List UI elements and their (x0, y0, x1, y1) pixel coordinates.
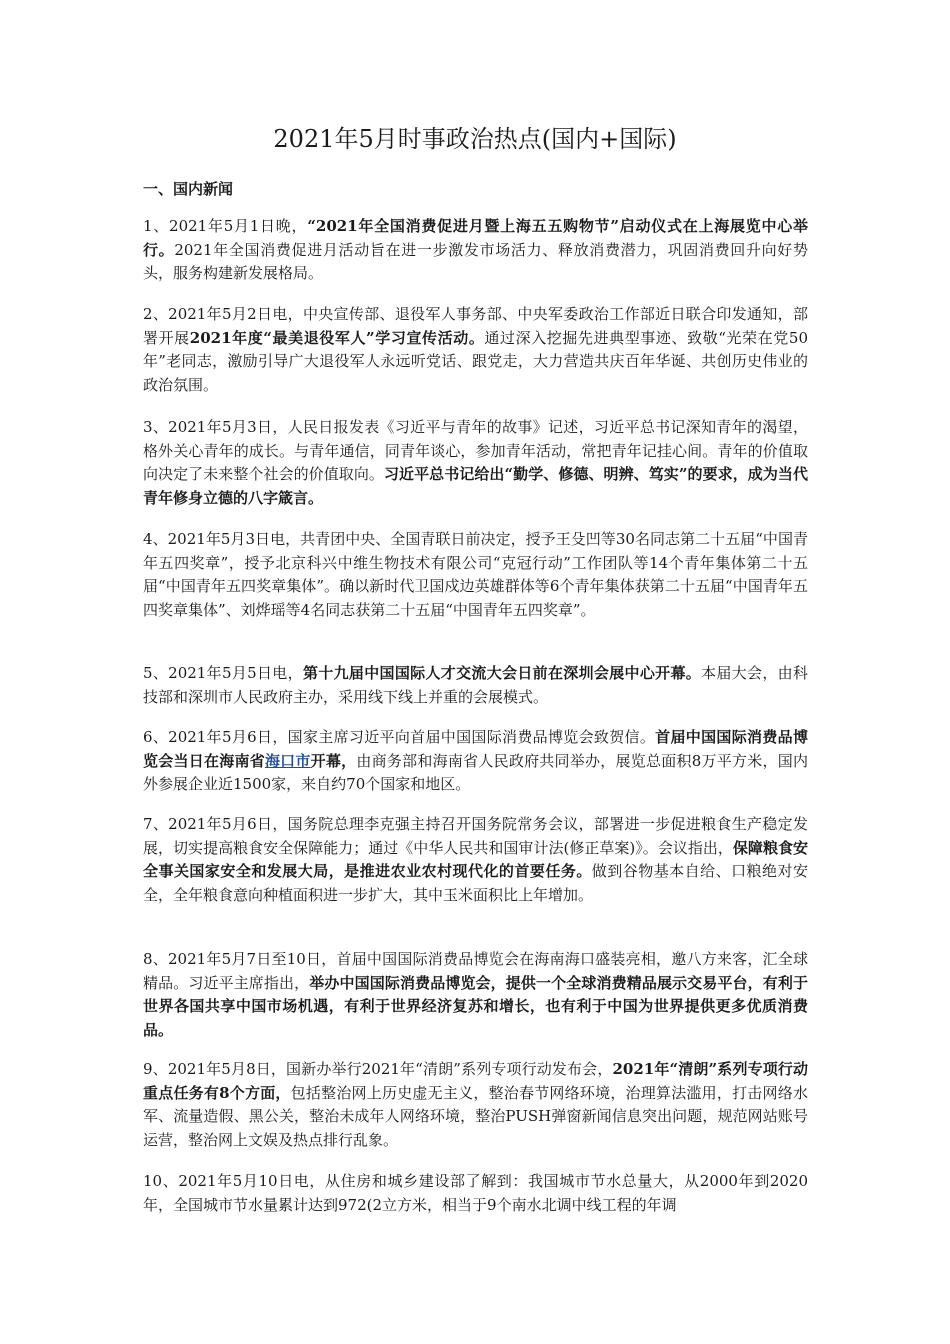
news-item-2: 2、2021年5月2日电，中央宣传部、退役军人事务部、中央军委政治工作部近日联合印发通知，部署开展2021年度“最美退役军人”学习宣传活动。通过深入挖掘先进典型事迹、致敬“光荣在党50年”老同志，激励引导广大退役军人永远听党话、跟党走，大力营造共庆百年华诞、共创历史伟业的政治氛围。 (143, 305, 808, 394)
news-item-3: 3、2021年5月3日，人民日报发表《习近平与青年的故事》记述，习近平总书记深知青年的渴望，格外关心青年的成长。与青年通信，同青年谈心，参加青年活动，常把青年记挂心间。青年的价值取向决定了未来整个社会的价值取向。习近平总书记给出“勤学、修德、明辨、笃实”的要求，成为当代青年修身立德的八字箴言。 (143, 418, 808, 507)
news-item-7: 7、2021年5月6日，国务院总理李克强主持召开国务院常务会议，部署进一步促进粮食生产稳定发展，切实提高粮食安全保障能力；通过《中华人民共和国审计法(修正草案)》。会议指出，保障粮食安全事关国家安全和发展大局，是推进农业农村现代化的首要任务。做到谷物基本自给、口粮绝对安全，全年粮食意向种植面积进一步扩大，其中玉米面积比上年增加。 (143, 815, 808, 904)
news-item-9: 9、2021年5月8日，国新办举行2021年“清朗”系列专项行动发布会，2021年“清朗”系列专项行动重点任务有8个方面，包括整治网上历史虚无主义，整治春节网络环境，治理算法滥用，打击网络水军、流量造假、黑公关，整治未成年人网络环境，整治PUSH弹窗新闻信息突出问题，规范网站账号运营，整治网上文娱及热点排行乱象。 (143, 1060, 808, 1149)
news-item-8: 8、2021年5月7日至10日，首届中国国际消费品博览会在海南海口盛装亮相，邀八方来客，汇全球精品。习近平主席指出，举办中国国际消费品博览会，提供一个全球消费精品展示交易平台，有利于世界各国共享中国市场机遇，有利于世界经济复苏和增长，也有利于中国为世界提供更多优质消费品。 (143, 950, 808, 1039)
news-item-10: 10、2021年5月10日电，从住房和城乡建设部了解到：我国城市节水总量大，从2000年到2020年，全国城市节水量累计达到972(2立方米，相当于9个南水北调中线工程的年调 (143, 1172, 808, 1214)
news-item-6: 6、2021年5月6日，国家主席习近平向首届中国国际消费品博览会致贺信。首届中国国际消费品博览会当日在海南省海口市开幕，由商务部和海南省人民政府共同举办，展览总面积8万平方米，国内外参展企业近1500家，来自约70个国家和地区。 (143, 728, 808, 793)
news-item-5: 5、2021年5月5日电，第十九届中国国际人才交流大会日前在深圳会展中心开幕。本届大会，由科技部和深圳市人民政府主办，采用线下线上并重的会展模式。 (143, 664, 808, 706)
document-title: 2021年5月时事政治热点(国内+国际) (273, 125, 677, 153)
news-item-4: 4、2021年5月3日电，共青团中央、全国青联日前决定，授予王殳凹等30名同志第二十五届“中国青年五四奖章”，授予北京科兴中维生物技术有限公司“克冠行动”工作团队等14个青年集体第二十五届“中国青年五四奖章集体”。确以新时代卫国戍边英雄群体等6个青年集体获第二十五届“中国青年五四奖章集体”、刘烨瑶等4名同志获第二十五届“中国青年五四奖章”。 (143, 530, 808, 619)
haikou-link[interactable]: 海口市 (264, 751, 311, 770)
section-heading: 一、国内新闻 (143, 180, 234, 198)
news-item-1: 1、2021年5月1日晚，“2021年全国消费促进月暨上海五五购物节”启动仪式在上海展览中心举行。2021年全国消费促进月活动旨在进一步激发市场活力、释放消费潜力，巩固消费回升向好势头，服务构建新发展格局。 (143, 217, 808, 282)
